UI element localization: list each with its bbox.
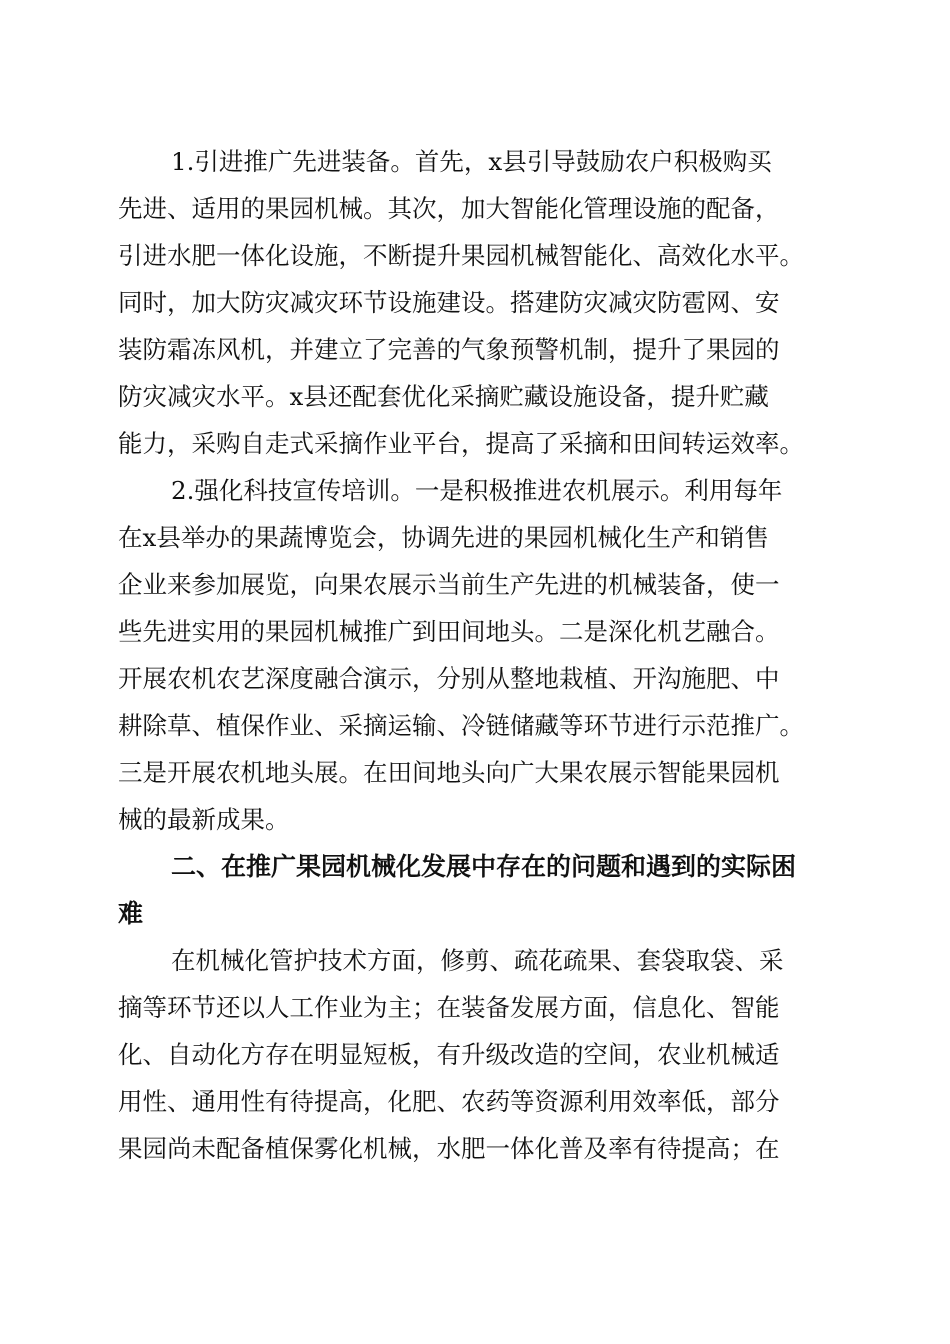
text-line: 在机械化管护技术方面，修剪、疏花疏果、套袋取袋、采 — [171, 946, 784, 975]
text-line: 能力，采购自走式采摘作业平台，提高了采摘和田间转运效率。 — [118, 429, 804, 458]
text-line: 摘等环节还以人工作业为主；在装备发展方面，信息化、智能 — [118, 993, 780, 1022]
text-line: 防灾减灾水平。x县还配套优化采摘贮藏设施设备，提升贮藏 — [118, 382, 769, 411]
text-line: 果园尚未配备植保雾化机械，水肥一体化普及率有待提高；在 — [118, 1134, 780, 1163]
text-line: 装防霜冻风机，并建立了完善的气象预警机制，提升了果园的 — [118, 335, 780, 364]
text-line: 企业来参加展览，向果农展示当前生产先进的机械装备，使一 — [118, 570, 780, 599]
text-line: 械的最新成果。 — [118, 805, 290, 834]
text-line: 在x县举办的果蔬博览会，协调先进的果园机械化生产和销售 — [118, 523, 769, 552]
text-line: 三是开展农机地头展。在田间地头向广大果农展示智能果园机 — [118, 758, 780, 787]
section-heading: 难 — [118, 899, 144, 928]
text-line: 同时，加大防灾减灾环节设施建设。搭建防灾减灾防雹网、安 — [118, 288, 780, 317]
text-line: 耕除草、植保作业、采摘运输、冷链储藏等环节进行示范推广。 — [118, 711, 804, 740]
text-line: 先进、适用的果园机械。其次，加大智能化管理设施的配备， — [118, 194, 780, 223]
section-heading: 二、在推广果园机械化发展中存在的问题和遇到的实际困 — [171, 852, 797, 881]
text-line: 化、自动化方存在明显短板，有升级改造的空间，农业机械适 — [118, 1040, 780, 1069]
text-line: 些先进实用的果园机械推广到田间地头。二是深化机艺融合。 — [118, 617, 780, 646]
text-line: 1.引进推广先进装备。首先，x县引导鼓励农户积极购买 — [171, 147, 772, 176]
text-line: 开展农机农艺深度融合演示，分别从整地栽植、开沟施肥、中 — [118, 664, 780, 693]
text-line: 用性、通用性有待提高，化肥、农药等资源利用效率低，部分 — [118, 1087, 780, 1116]
text-line: 2.强化科技宣传培训。一是积极推进农机展示。利用每年 — [171, 476, 783, 505]
text-line: 引进水肥一体化设施，不断提升果园机械智能化、高效化水平。 — [118, 241, 804, 270]
